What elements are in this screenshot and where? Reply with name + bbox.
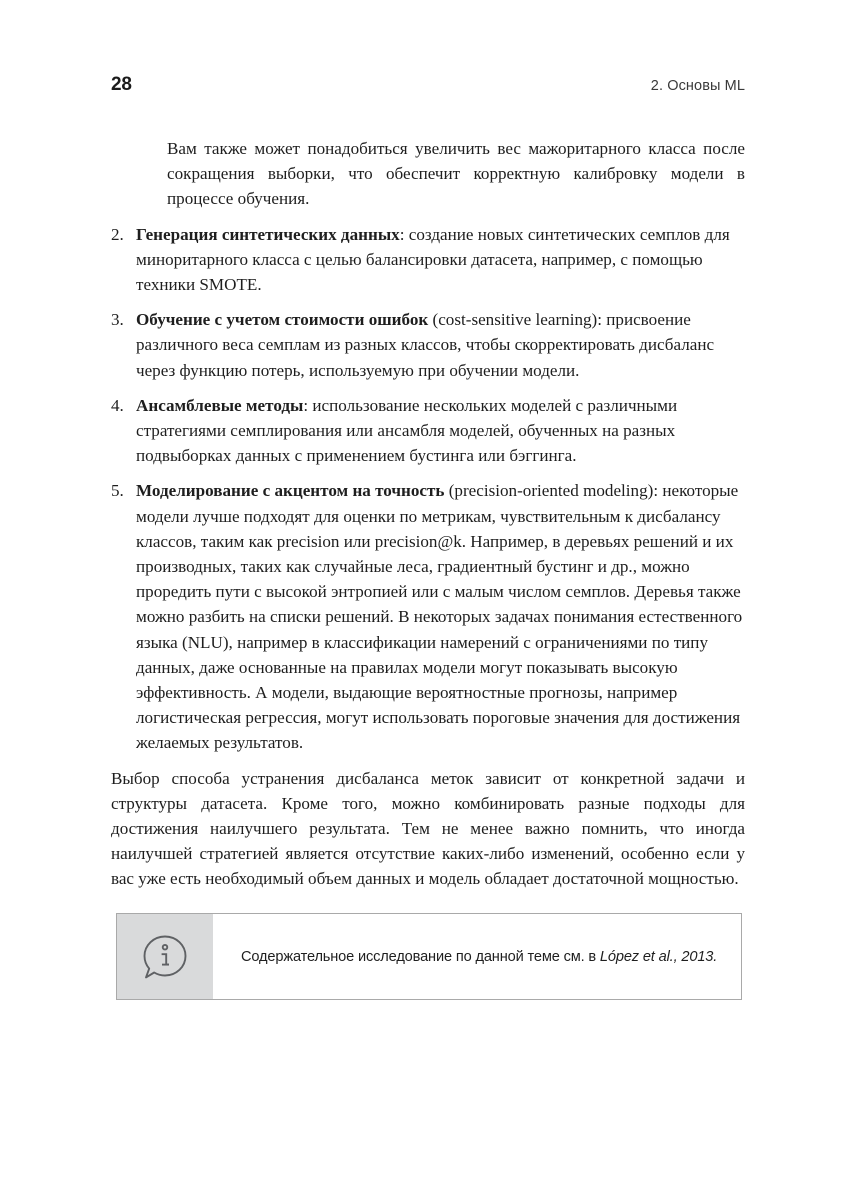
list-item-text — [136, 225, 730, 294]
chapter-title: 2. Основы ML — [650, 78, 745, 94]
info-icon-panel — [117, 914, 213, 999]
list-item-term: Моделирование с акцентом на точность — [136, 481, 445, 501]
lead-paragraph: Вам также может понадобиться увеличить вес мажоритарного класса после сокращения выборки, что обеспечит корректную калибровку модели в процессе обучения. — [167, 139, 745, 209]
page-number: 28 — [111, 74, 132, 95]
list-item-number: 3. — [111, 310, 124, 330]
info-note-body — [213, 914, 741, 999]
info-note-text — [241, 947, 717, 967]
list-item — [111, 307, 745, 383]
list-item-term: Генерация синтетических данных — [136, 224, 400, 244]
list-item-body: : использование нескольких моделей с различными стратегиями семплирования или ансамбля моделей, обученных на разных подвыборках данных с применением бустинга или бэггинга. — [136, 395, 678, 466]
list-item-text — [136, 396, 677, 465]
info-note-citation: López et al., 2013. — [599, 948, 718, 965]
list-item-number: 5. — [111, 481, 124, 501]
list-item-body: (precision-oriented modeling): некоторые модели лучше подходят для оценки по метрикам, чувствительным к дисбалансу классов, таким как precision или precision@k. Например, в деревьях решений и их производных, таких как случайные леса, градиентный бустинг и др., можно проредить пути с высокой энтропией или с малым числом семплов. Деревья также можно разбить на списки решений. В некоторых задачах понимания естественного языка (NLU), например в классификации намерений с ограничениями по типу данных, даже основанные на правилах модели могут показывать высокую эффективность. А модели, выдающие вероятностные прогнозы, например логистическая регрессия, могут использовать пороговые значения для достижения желаемых результатов. — [136, 481, 743, 753]
list-item-text — [136, 310, 714, 379]
list-item — [111, 478, 745, 755]
info-speech-bubble-icon — [139, 931, 191, 983]
list-item — [111, 393, 745, 469]
numbered-list — [111, 222, 745, 756]
info-note-box — [116, 913, 742, 1000]
list-item-number: 4. — [111, 395, 124, 415]
info-note-prefix: Содержательное исследование по данной теме см. в — [241, 948, 600, 965]
list-item-body: : создание новых синтетических семплов для миноритарного класса с целью балансировки датасета, например, с помощью техники SMOTE. — [136, 224, 730, 295]
list-item-number: 2. — [111, 224, 124, 244]
list-item-body: (cost-sensitive learning): присвоение различного веса семплам из разных классов, чтобы скорректировать дисбаланс через функцию потерь, используемую при обучении модели. — [136, 310, 715, 380]
list-item-term: Обучение с учетом стоимости ошибок — [136, 310, 429, 330]
list-item-term: Ансамблевые методы — [136, 395, 304, 415]
running-head — [111, 74, 745, 96]
body-content — [111, 136, 745, 892]
list-item-text — [136, 481, 742, 752]
list-item — [111, 222, 745, 298]
closing-paragraph: Выбор способа устранения дисбаланса меток зависит от конкретной задачи и структуры датасета. Кроме того, можно комбинировать разные подходы для достижения наилучшего результата. Тем не менее важно помнить, что иногда наилучшей стратегией является отсутствие каких-либо изменений, особенно если у вас уже есть необходимый объем данных и модель обладает достаточной мощностью. — [111, 768, 745, 889]
